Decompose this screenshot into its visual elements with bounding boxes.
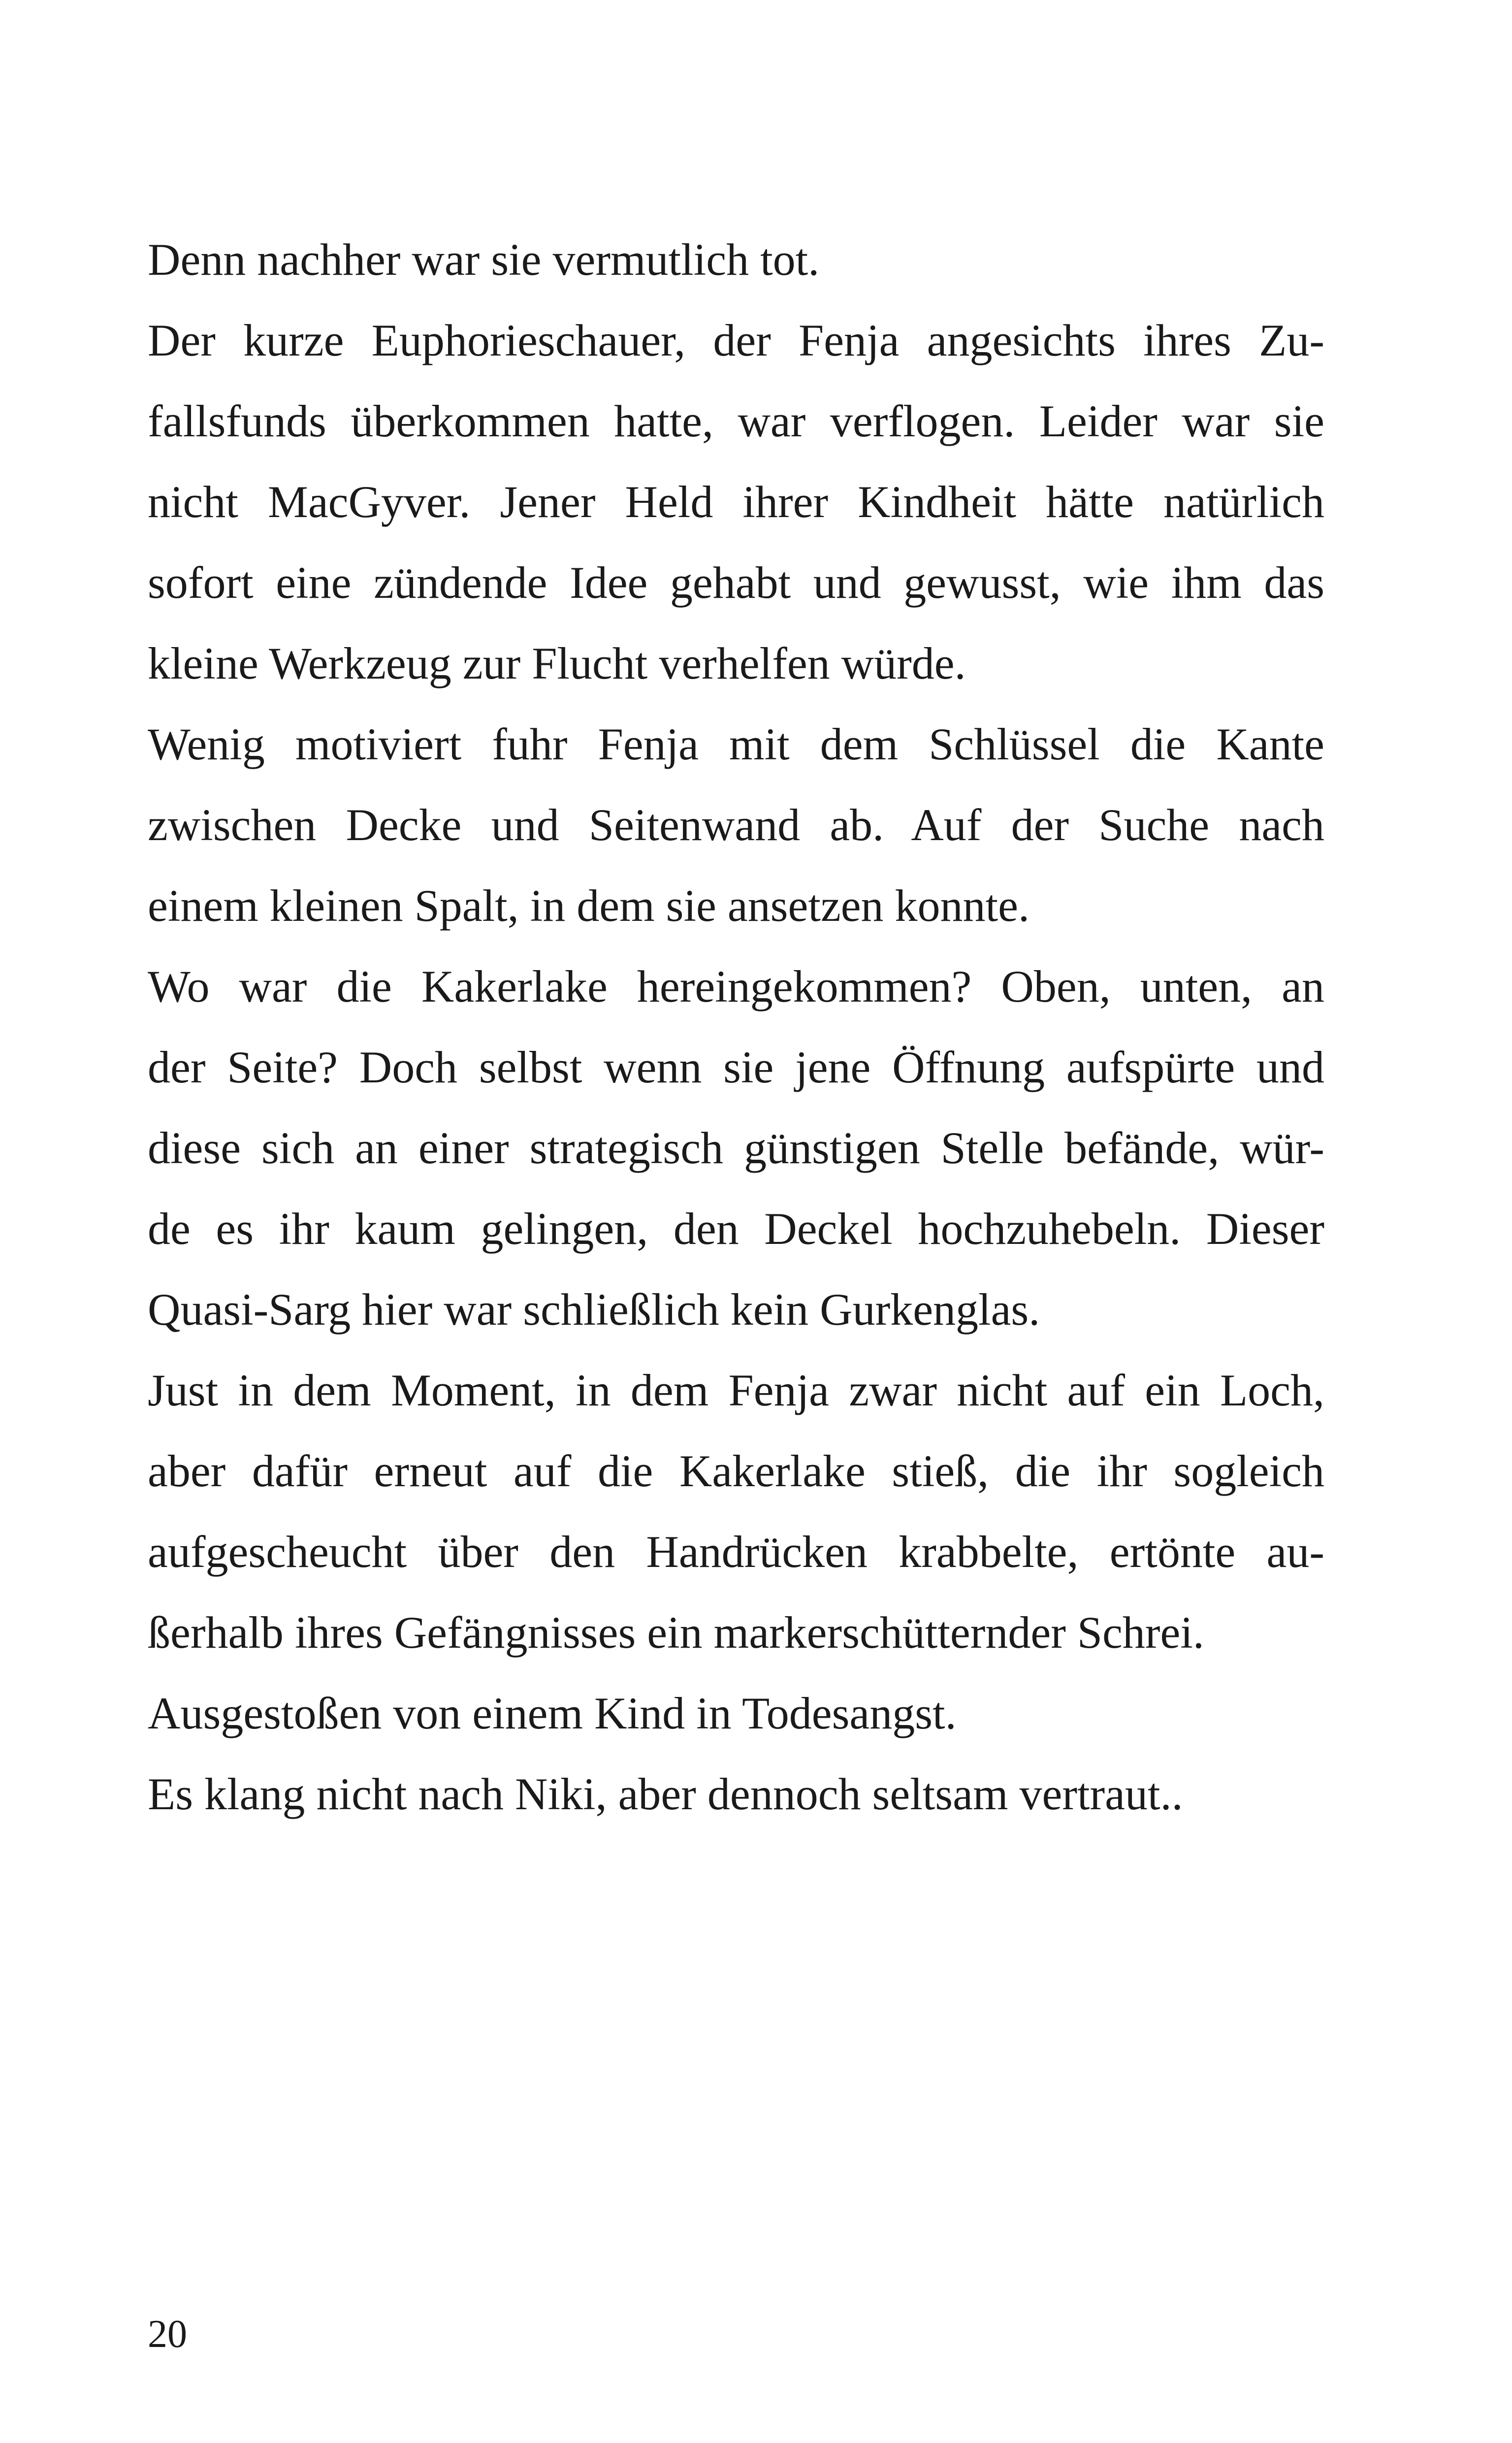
text-line: Es klang nicht nach Niki, aber dennoch seltsam vertraut.. — [148, 1769, 1183, 1819]
text-line: kleine Werkzeug zur Flucht verhelfen würde. — [148, 638, 966, 688]
text-line: aber dafür erneut auf die Kakerlake stieß, die ihr sogleich — [148, 1446, 1324, 1496]
text-line: ßerhalb ihres Gefängnisses ein markerschütternder Schrei. — [148, 1607, 1204, 1658]
text-line: sofort eine zündende Idee gehabt und gewusst, wie ihm das — [148, 557, 1324, 608]
text-line: Wenig motiviert fuhr Fenja mit dem Schlüssel die Kante — [148, 719, 1324, 769]
text-line: aufgescheucht über den Handrücken krabbelte, ertönte au- — [148, 1527, 1324, 1577]
text-line: Der kurze Euphorieschauer, der Fenja angesichts ihres Zu- — [148, 315, 1324, 365]
text-line: der Seite? Doch selbst wenn sie jene Öffnung aufspürte und — [148, 1042, 1324, 1092]
text-line: Ausgestoßen von einem Kind in Todesangst. — [148, 1688, 957, 1738]
text-line: nicht MacGyver. Jener Held ihrer Kindheit hätte natürlich — [148, 477, 1324, 527]
text-line: zwischen Decke und Seitenwand ab. Auf der Suche nach — [148, 800, 1324, 850]
text-line: Wo war die Kakerlake hereingekommen? Oben, unten, an — [148, 961, 1324, 1011]
text-line: Quasi-Sarg hier war schließlich kein Gurkenglas. — [148, 1284, 1040, 1335]
text-line: Just in dem Moment, in dem Fenja zwar nicht auf ein Loch, — [148, 1365, 1324, 1415]
text-line: fallsfunds überkommen hatte, war verflogen. Leider war sie — [148, 396, 1324, 446]
text-line: einem kleinen Spalt, in dem sie ansetzen konnte. — [148, 880, 1029, 931]
page-number: 20 — [148, 2313, 187, 2356]
text-line: diese sich an einer strategisch günstigen Stelle befände, wür- — [148, 1123, 1324, 1173]
body-text — [148, 219, 1324, 1834]
text-line: de es ihr kaum gelingen, den Deckel hochzuhebeln. Dieser — [148, 1204, 1324, 1254]
text-line: Denn nachher war sie vermutlich tot. — [148, 234, 820, 285]
